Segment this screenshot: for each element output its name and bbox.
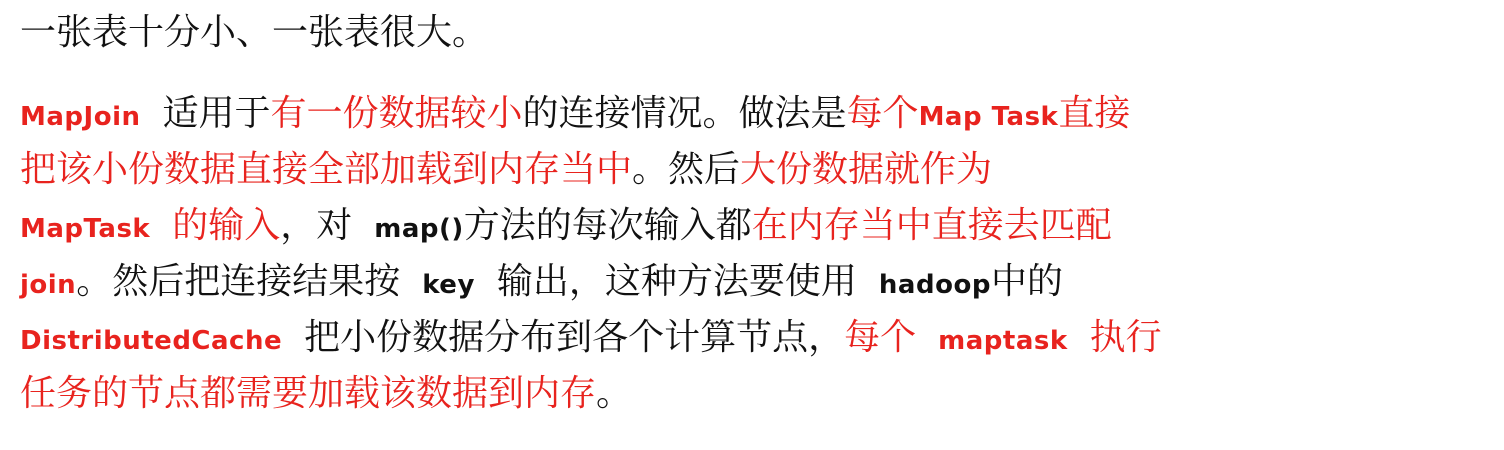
paragraph-line-4 <box>20 254 1500 310</box>
highlight-segment: 在内存当中直接去匹配 <box>751 205 1112 246</box>
highlight-segment: 大份数据就作为 <box>740 149 993 190</box>
paragraph-line-5 <box>20 310 1500 366</box>
highlight-segment: 每个 <box>846 93 919 134</box>
paragraph-line-6 <box>20 366 1500 422</box>
term-join: join <box>20 270 77 300</box>
highlight-segment: 直接 <box>1058 93 1131 134</box>
paragraph-line-3 <box>20 198 1500 254</box>
text-segment: 输出，这种方法要使用 <box>496 261 857 302</box>
text-segment: 。然后 <box>632 149 741 190</box>
highlight-segment: 执行 <box>1089 317 1162 358</box>
text-segment: 方法的每次输入都 <box>463 205 752 246</box>
term-maptask: MapTask <box>20 214 151 244</box>
text-segment: 中的 <box>990 261 1063 302</box>
slide-heading: 一张表十分小、一张表很大。 <box>20 12 489 53</box>
highlight-segment: 每个 <box>844 317 917 358</box>
highlight-segment: 把该小份数据直接全部加载到内存当中 <box>20 149 633 190</box>
text-segment: 把小份数据分布到各个计算节点， <box>304 317 845 358</box>
paragraph-line-1 <box>20 86 1500 142</box>
paragraph-line-2 <box>20 142 1500 198</box>
term-map-task: Map Task <box>918 102 1059 132</box>
text-segment: 的连接情况。做法是 <box>522 93 847 134</box>
text-segment: 。然后把连接结果按 <box>76 261 401 302</box>
text-segment: 适用于 <box>162 93 271 134</box>
term-map-method: map() <box>374 214 464 244</box>
term-distributedcache: DistributedCache <box>20 326 283 356</box>
term-maptask-lower: maptask <box>938 326 1068 356</box>
term-mapjoin: MapJoin <box>20 102 141 132</box>
text-segment: ，对 <box>280 205 353 246</box>
mapjoin-paragraph <box>20 86 1500 422</box>
highlight-segment: 有一份数据较小 <box>270 93 523 134</box>
term-hadoop: hadoop <box>878 270 991 300</box>
text-segment: 。 <box>596 373 633 414</box>
term-key: key <box>422 270 475 300</box>
highlight-segment: 任务的节点都需要加载该数据到内存 <box>20 373 597 414</box>
highlight-segment: 的输入 <box>172 205 281 246</box>
